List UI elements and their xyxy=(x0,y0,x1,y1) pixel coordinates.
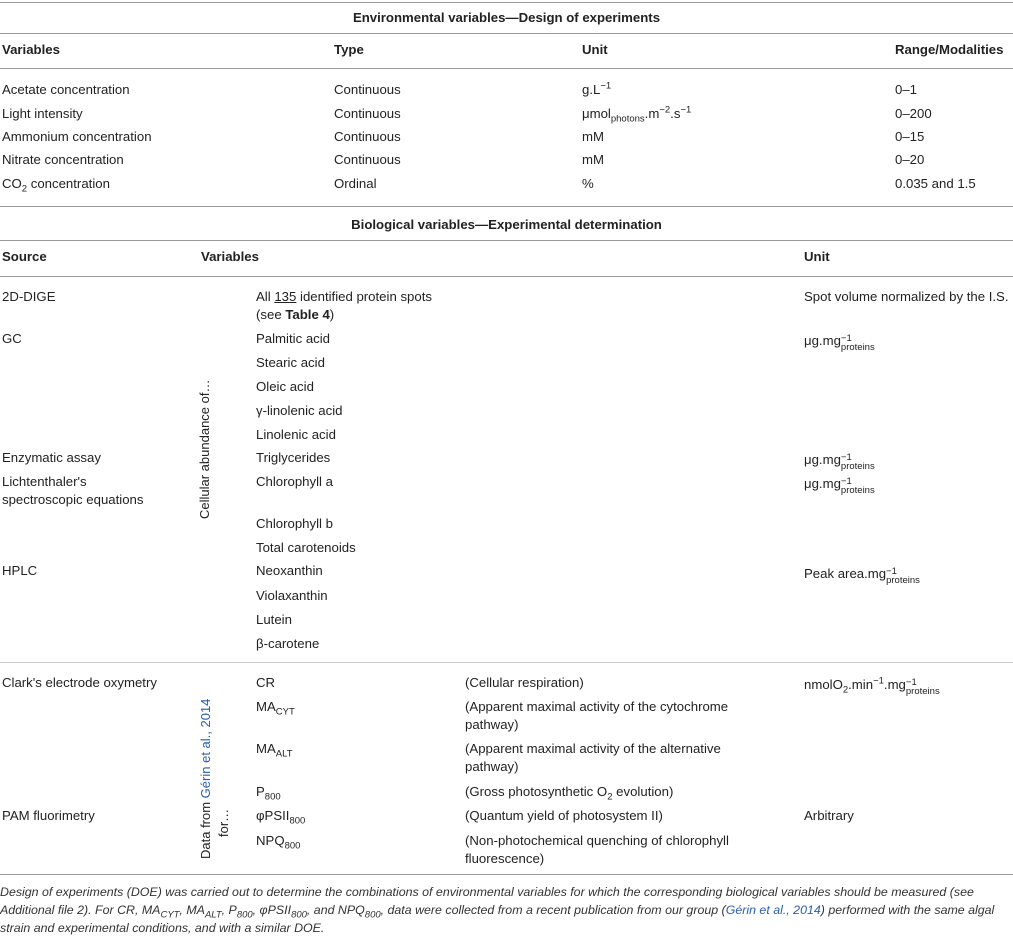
env-unit-ammonium: mM xyxy=(582,129,604,144)
side-label-for: for… xyxy=(216,808,231,837)
bio-header-variables: Variables xyxy=(201,249,259,264)
unit-enzymatic: μg.mg−1 proteins xyxy=(804,452,875,472)
desc-cr: (Cellular respiration) xyxy=(465,675,584,690)
env-title-rule xyxy=(0,33,1013,34)
table-bottom-rule xyxy=(0,874,1013,875)
citation-link[interactable]: Gérin et al., 2014 xyxy=(725,903,821,917)
table-footnote: Design of experiments (DOE) was carried out to determine the combinations of environmental variables for which the corresponding biological variables should be measured (see Additional file 2). For CR, $MA_{CYT}$, $MA_{ALT}$, $P_{800}$, φPSII$_{800}$, and $NPQ_{800}$, data were collected from a recent publication from our group (Gérin et al., 2014) performed with the same algal strain and experimental conditions, and with a similar DOE. xyxy=(0,885,995,935)
source-pam-fluorimetry: PAM fluorimetry xyxy=(2,808,95,823)
unit-lichtenthaler: μg.mg−1 proteins xyxy=(804,476,875,496)
env-header-type: Type xyxy=(334,42,364,57)
source-lichtenthaler: Lichtenthaler's xyxy=(2,474,87,489)
env-var-nitrate: Nitrate concentration xyxy=(2,152,124,167)
var-stearic-acid: Stearic acid xyxy=(256,355,325,370)
bio-section-title: Biological variables—Experimental determination xyxy=(351,217,662,232)
env-unit-light: $\mu mol_{photons}.m^{-2}.s^{-1}$ xyxy=(582,104,692,125)
unit-gc: μg.mg−1 proteins xyxy=(804,333,875,353)
env-header-range: Range/Modalities xyxy=(895,42,1004,57)
env-header-variables: Variables xyxy=(2,42,60,57)
env-var-acetate: Acetate concentration xyxy=(2,82,130,97)
var-chlorophyll-b: Chlorophyll b xyxy=(256,516,333,531)
env-bottom-rule xyxy=(0,206,1013,207)
desc-ma-cyt: (Apparent maximal activity of the cytochrome xyxy=(465,699,729,714)
env-range-nitrate: 0–20 xyxy=(895,152,925,167)
var-beta-carotene: β-carotene xyxy=(256,636,320,651)
env-range-co2: 0.035 and 1.5 xyxy=(895,176,976,191)
env-unit-co2: % xyxy=(582,176,594,191)
env-section-title: Environmental variables—Design of experiments xyxy=(352,10,661,25)
var-chlorophyll-a: Chlorophyll a xyxy=(256,474,333,489)
env-type-light: Continuous xyxy=(334,106,401,121)
env-type-co2: Ordinal xyxy=(334,176,377,191)
top-rule xyxy=(0,2,1013,3)
env-unit-acetate: $g.L^{-1}$ xyxy=(582,80,612,97)
unit-2d-dige: Spot volume normalized by the I.S. xyxy=(804,289,1009,304)
var-protein-spots: All 135 identified protein spots xyxy=(256,289,432,304)
env-unit-nitrate: mM xyxy=(582,152,604,167)
var-oleic-acid: Oleic acid xyxy=(256,379,314,394)
var-npq-800: $NPQ_{800}$ xyxy=(256,833,301,852)
unit-clark: $nmolO_2.\min^{-1}.mg-1$ proteins xyxy=(804,675,940,697)
source-clark-oxymetry: Clark's electrode oxymetry xyxy=(2,675,157,690)
var-neoxanthin: Neoxanthin xyxy=(256,563,323,578)
var-lutein: Lutein xyxy=(256,612,292,627)
bio-title-rule xyxy=(0,240,1013,241)
source-enzymatic-assay: Enzymatic assay xyxy=(2,450,101,465)
var-total-carotenoids: Total carotenoids xyxy=(256,540,356,555)
side-label-cellular-abundance: Cellular abundance of… xyxy=(197,379,212,519)
var-protein-spots-note: (see Table 4) xyxy=(256,307,335,322)
var-gamma-linolenic-acid: γ-linolenic acid xyxy=(256,403,343,418)
desc-npq: (Non-photochemical quenching of chlorophyll xyxy=(465,833,729,848)
env-var-ammonium: Ammonium concentration xyxy=(2,129,152,144)
desc-ma-alt-l2: pathway) xyxy=(465,759,519,774)
source-gc: GC xyxy=(2,331,22,346)
var-violaxanthin: Violaxanthin xyxy=(256,588,328,603)
env-var-light: Light intensity xyxy=(2,106,83,121)
source-2d-dige: 2D-DIGE xyxy=(2,289,56,304)
side-label-data-from: Data from Gérin et al., 2014 xyxy=(198,698,213,859)
env-range-light: 0–200 xyxy=(895,106,932,121)
var-ma-cyt: $MA_{CYT}$ xyxy=(256,699,295,718)
desc-npq-l2: fluorescence) xyxy=(465,851,545,866)
bio-header-unit: Unit xyxy=(804,249,830,264)
var-ma-alt: $MA_{ALT}$ xyxy=(256,741,293,760)
var-p800: $P_{800}$ xyxy=(256,784,281,803)
source-hplc: HPLC xyxy=(2,563,38,578)
source-lichtenthaler-l2: spectroscopic equations xyxy=(2,492,144,507)
bio-header-source: Source xyxy=(2,249,47,264)
var-palmitic-acid: Palmitic acid xyxy=(256,331,331,346)
bio-header-rule xyxy=(0,276,1013,277)
bio-mid-rule xyxy=(0,662,1013,663)
env-var-co2: $CO_2$ concentration xyxy=(2,176,110,195)
desc-p800: (Gross photosynthetic $O_2$ evolution) xyxy=(465,784,674,803)
env-range-ammonium: 0–15 xyxy=(895,129,925,144)
var-triglycerides: Triglycerides xyxy=(256,450,331,465)
env-type-acetate: Continuous xyxy=(334,82,401,97)
var-cr: CR xyxy=(256,675,276,690)
desc-phipsii: (Quantum yield of photosystem II) xyxy=(465,808,663,823)
env-header-unit: Unit xyxy=(582,42,608,57)
env-header-rule xyxy=(0,68,1013,69)
desc-ma-alt: (Apparent maximal activity of the alternative xyxy=(465,741,721,756)
env-type-ammonium: Continuous xyxy=(334,129,401,144)
unit-hplc: Peak area.mg−1 proteins xyxy=(804,566,920,586)
desc-ma-cyt-l2: pathway) xyxy=(465,717,519,732)
env-range-acetate: 0–1 xyxy=(895,82,918,97)
env-type-nitrate: Continuous xyxy=(334,152,401,167)
var-phipsii-800: φPSII$_{800}$ xyxy=(256,808,306,827)
unit-pam: Arbitrary xyxy=(804,808,854,823)
var-linolenic-acid: Linolenic acid xyxy=(256,427,336,442)
